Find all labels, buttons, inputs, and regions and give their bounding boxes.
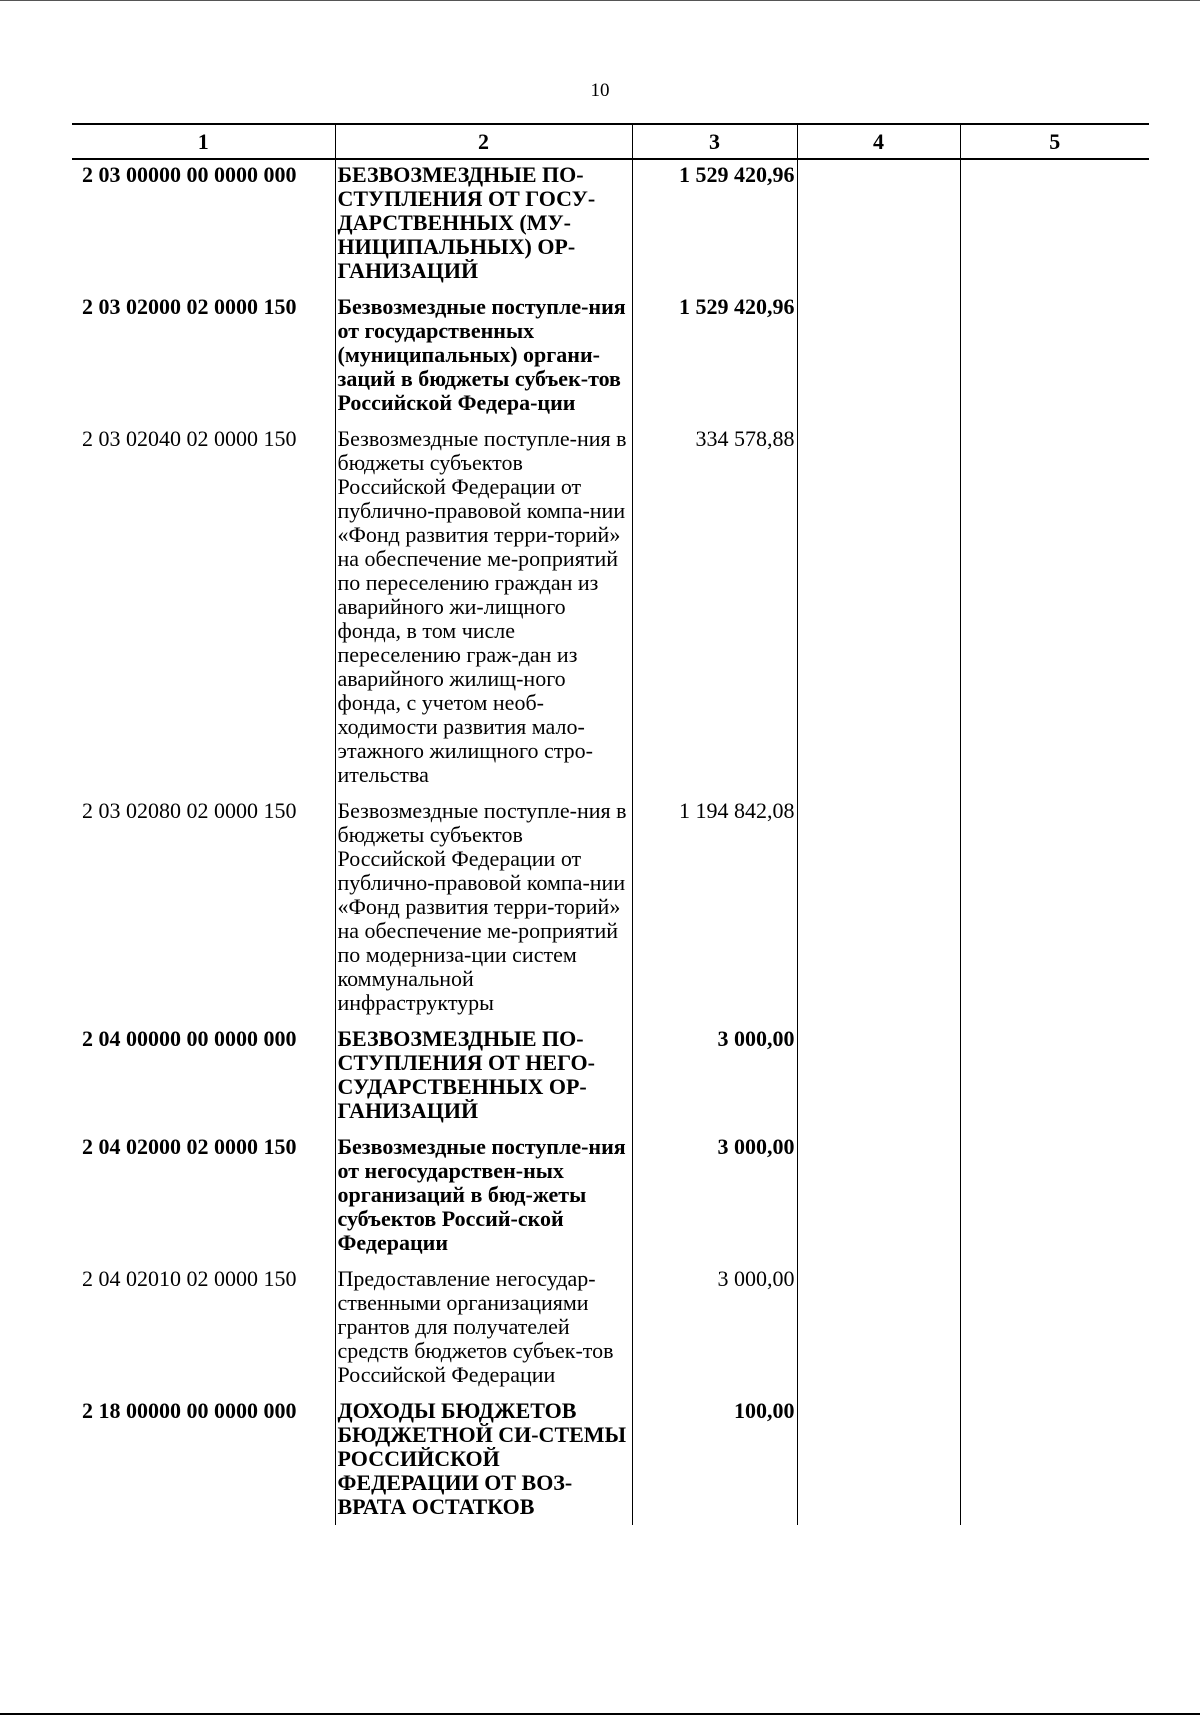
row-col4 <box>797 1024 960 1132</box>
table-row <box>72 292 1149 424</box>
table-row <box>72 1264 1149 1396</box>
row-name: БЕЗВОЗМЕЗДНЫЕ ПО-СТУПЛЕНИЯ ОТ НЕГО-СУДАРСТВЕННЫХ ОР-ГАНИЗАЦИЙ <box>335 1024 632 1132</box>
row-col5 <box>960 1024 1149 1132</box>
row-amount: 1 529 420,96 <box>632 159 797 292</box>
row-code: 2 18 00000 00 0000 000 <box>82 1398 297 1423</box>
row-col4 <box>797 1264 960 1396</box>
row-amount: 1 194 842,08 <box>632 796 797 1024</box>
table-header-row <box>72 124 1149 159</box>
row-code: 2 03 02000 02 0000 150 <box>82 294 297 319</box>
table-row <box>72 159 1149 292</box>
row-code: 2 03 00000 00 0000 000 <box>82 162 297 187</box>
row-code: 2 04 02010 02 0000 150 <box>82 1266 297 1291</box>
row-name: Безвозмездные поступле-ния в бюджеты субъектов Российской Федерации от публично-правовой компа-нии «Фонд развития терри-торий» на обеспечение ме-роприятий по модерниза-ции систем коммунальной инфраструктуры <box>335 796 632 1024</box>
row-col4 <box>797 1396 960 1525</box>
row-col5 <box>960 159 1149 292</box>
row-name: Безвозмездные поступле-ния от государственных (муниципальных) органи-заций в бюджеты субъек-тов Российской Федера-ции <box>335 292 632 424</box>
row-amount: 100,00 <box>632 1396 797 1525</box>
row-code: 2 04 00000 00 0000 000 <box>82 1026 297 1051</box>
row-name: ДОХОДЫ БЮДЖЕТОВ БЮДЖЕТНОЙ СИ-СТЕМЫ РОССИЙСКОЙ ФЕДЕРАЦИИ ОТ ВОЗ-ВРАТА ОСТАТКОВ <box>335 1396 632 1525</box>
row-col5 <box>960 1396 1149 1525</box>
scan-bottom-edge <box>0 1713 1200 1715</box>
header-col-2: 2 <box>335 124 632 159</box>
row-col5 <box>960 424 1149 796</box>
row-name: Безвозмездные поступле-ния от негосударствен-ных организаций в бюд-жеты субъектов Россий-ской Федерации <box>335 1132 632 1264</box>
row-col4 <box>797 159 960 292</box>
table-row <box>72 1024 1149 1132</box>
row-name: Безвозмездные поступле-ния в бюджеты субъектов Российской Федерации от публично-правовой компа-нии «Фонд развития терри-торий» на обеспечение ме-роприятий по переселению граждан из аварийного жи-лищного фонда, в том числе переселению граж-дан из аварийного жилищ-ного фонда, с учетом необ-ходимости развития мало-этажного жилищного стро-ительства <box>335 424 632 796</box>
row-amount: 3 000,00 <box>632 1024 797 1132</box>
row-col5 <box>960 796 1149 1024</box>
row-amount: 1 529 420,96 <box>632 292 797 424</box>
budget-table <box>72 123 1149 1525</box>
header-col-1: 1 <box>72 124 335 159</box>
row-col5 <box>960 1264 1149 1396</box>
row-col5 <box>960 292 1149 424</box>
table-row <box>72 796 1149 1024</box>
row-name: БЕЗВОЗМЕЗДНЫЕ ПО-СТУПЛЕНИЯ ОТ ГОСУ-ДАРСТВЕННЫХ (МУ-НИЦИПАЛЬНЫХ) ОР-ГАНИЗАЦИЙ <box>335 159 632 292</box>
row-amount: 334 578,88 <box>632 424 797 796</box>
row-col5 <box>960 1132 1149 1264</box>
row-amount: 3 000,00 <box>632 1264 797 1396</box>
header-col-5: 5 <box>960 124 1149 159</box>
scan-top-edge <box>0 0 1200 1</box>
table-row <box>72 1132 1149 1264</box>
row-col4 <box>797 424 960 796</box>
header-col-4: 4 <box>797 124 960 159</box>
row-col4 <box>797 796 960 1024</box>
page-number: 10 <box>590 80 610 101</box>
row-col4 <box>797 292 960 424</box>
header-col-3: 3 <box>632 124 797 159</box>
table-row <box>72 424 1149 796</box>
row-name: Предоставление негосудар-ственными организациями грантов для получателей средств бюджетов субъек-тов Российской Федерации <box>335 1264 632 1396</box>
row-amount: 3 000,00 <box>632 1132 797 1264</box>
table-row <box>72 1396 1149 1525</box>
row-code: 2 03 02080 02 0000 150 <box>82 798 297 823</box>
row-code: 2 03 02040 02 0000 150 <box>82 426 297 451</box>
row-col4 <box>797 1132 960 1264</box>
row-code: 2 04 02000 02 0000 150 <box>82 1134 297 1159</box>
